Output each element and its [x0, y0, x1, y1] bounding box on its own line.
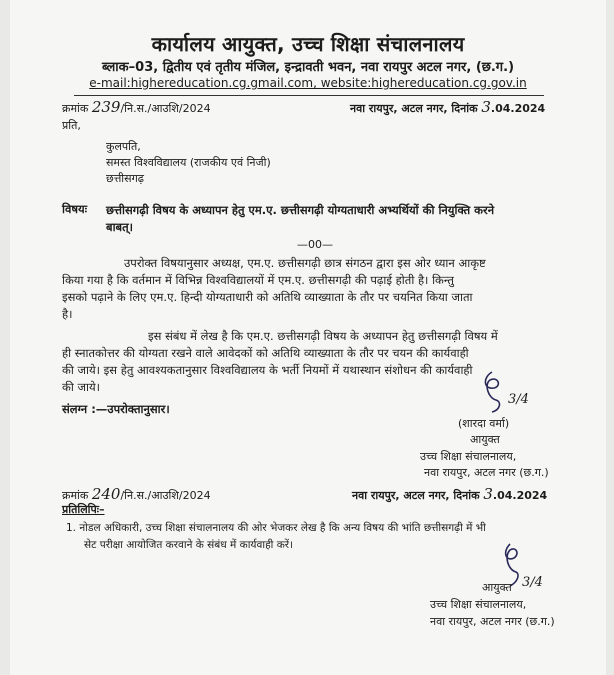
subject-line: छत्तीसगढ़ी विषय के अध्यापन हेतु एम.ए. छत्तीसगढ़ी योग्यताधारी अभ्यर्थियों की नियुक्ति करने	[106, 203, 495, 217]
place-date-1	[350, 98, 545, 116]
office-address: ब्लाक–03, द्वितीय एवं तृतीय मंजिल, इन्द्रावती भवन, नवा रायपुर अटल नगर, (छ.ग.)	[101, 60, 515, 75]
recipient-line: छत्तीसगढ़	[106, 172, 144, 185]
ref-prefix: क्रमांक	[62, 102, 89, 115]
ref-suffix: /नि.स./आउशि/2024	[120, 489, 211, 502]
contact-line: e-mail:highereducation.cg.gmail.com, website:highereducation.cg.gov.in	[89, 76, 527, 90]
place-date-prefix: नवा रायपुर, अटल नगर, दिनांक	[352, 489, 480, 502]
signatory-office-2: उच्च शिक्षा संचालनालय,	[430, 598, 527, 611]
recipient-line: कुलपति,	[106, 140, 141, 153]
ref-line-2	[62, 485, 211, 503]
para-line: किया गया है कि वर्तमान में विभिन्न विश्वविद्यालयों में एम.ए. छत्तीसगढ़ी की पढ़ाई होती है। किन्तु	[62, 273, 454, 287]
signatory-name: (शारदा वर्मा)	[458, 417, 510, 430]
copy-item-line: सेट परीक्षा आयोजित करवाने के संबंध में कार्यवाही करें।	[84, 539, 294, 551]
signatory-title-2: आयुक्त	[482, 581, 512, 594]
copy-item-1	[66, 520, 486, 554]
date-day: 3	[483, 485, 493, 503]
header-rule	[74, 95, 544, 96]
recipient-line: समस्त विश्वविद्यालय (राजकीय एवं निजी)	[106, 156, 271, 169]
date-day: 3	[481, 98, 491, 116]
enclosure-line: संलग्न :—उपरोक्तानुसार।	[62, 402, 170, 416]
para-line: की जाये। इस हेतु आवश्यकतानुसार विश्वविद्यालय के भर्ती नियमों में यथास्थान संशोधन की कार्यवाही	[62, 363, 473, 377]
date-rest: .04.2024	[490, 102, 546, 115]
letter-page	[10, 0, 606, 675]
para-line: की जाये।	[62, 380, 101, 394]
paragraph-1	[62, 255, 574, 323]
para-line: इसको पढ़ाने के लिए एम.ए. हिन्दी योग्यताधारी को अतिथि व्याख्याता के तौर पर चयनित किया जाता	[62, 290, 473, 304]
place-date-2	[352, 485, 547, 503]
signatory-place-1: नवा रायपुर, अटल नगर (छ.ग.)	[424, 466, 549, 479]
subject-text	[106, 202, 494, 236]
separator: —00—	[297, 238, 333, 251]
place-date-prefix: नवा रायपुर, अटल नगर, दिनांक	[350, 102, 478, 115]
signature-annotation-1: 3/4	[508, 392, 529, 407]
signature-annotation-2: 3/4	[522, 575, 543, 590]
date-rest: .04.2024	[492, 489, 548, 502]
signatory-place-2: नवा रायपुर, अटल नगर (छ.ग.)	[430, 615, 555, 628]
para-line: उपरोक्त विषयानुसार अध्यक्ष, एम.ए. छत्तीसगढ़ी छात्र संगठन द्वारा इस ओर ध्यान आकृष्ट	[124, 256, 486, 270]
signatory-office-1: उच्च शिक्षा संचालनालय,	[420, 450, 517, 463]
ref-line-1	[62, 98, 211, 116]
subject-line: बाबत्।	[106, 220, 134, 234]
signatory-title-1: आयुक्त	[470, 433, 500, 446]
to-label: प्रति,	[62, 119, 81, 132]
para-line: ही स्नातकोत्तर की योग्यता रखने वाले आवेदकों को अतिथि व्याख्याता के तौर पर चयन की कार्यवाही	[62, 346, 469, 360]
recipient-block	[106, 139, 271, 187]
ref-number: 239	[91, 98, 121, 116]
para-line: है।	[62, 307, 73, 321]
ref-number: 240	[91, 485, 121, 503]
copy-label: प्रतिलिपिः–	[62, 503, 105, 516]
ref-suffix: /नि.स./आउशि/2024	[120, 102, 211, 115]
subject-label: विषयः	[62, 202, 88, 216]
para-line: इस संबंध में लेख है कि एम.ए. छत्तीसगढ़ी विषय के अध्यापन हेतु छत्तीसगढ़ी विषय में	[148, 329, 498, 343]
ref-prefix: क्रमांक	[62, 489, 89, 502]
copy-item-line: 1. नोडल अधिकारी, उच्च शिक्षा संचालनालय की ओर भेजकर लेख है कि अन्य विषय की भांति छत्तीसगढ़ी में भी	[66, 522, 486, 534]
office-title: कार्यालय आयुक्त, उच्च शिक्षा संचालनालय	[151, 32, 465, 56]
